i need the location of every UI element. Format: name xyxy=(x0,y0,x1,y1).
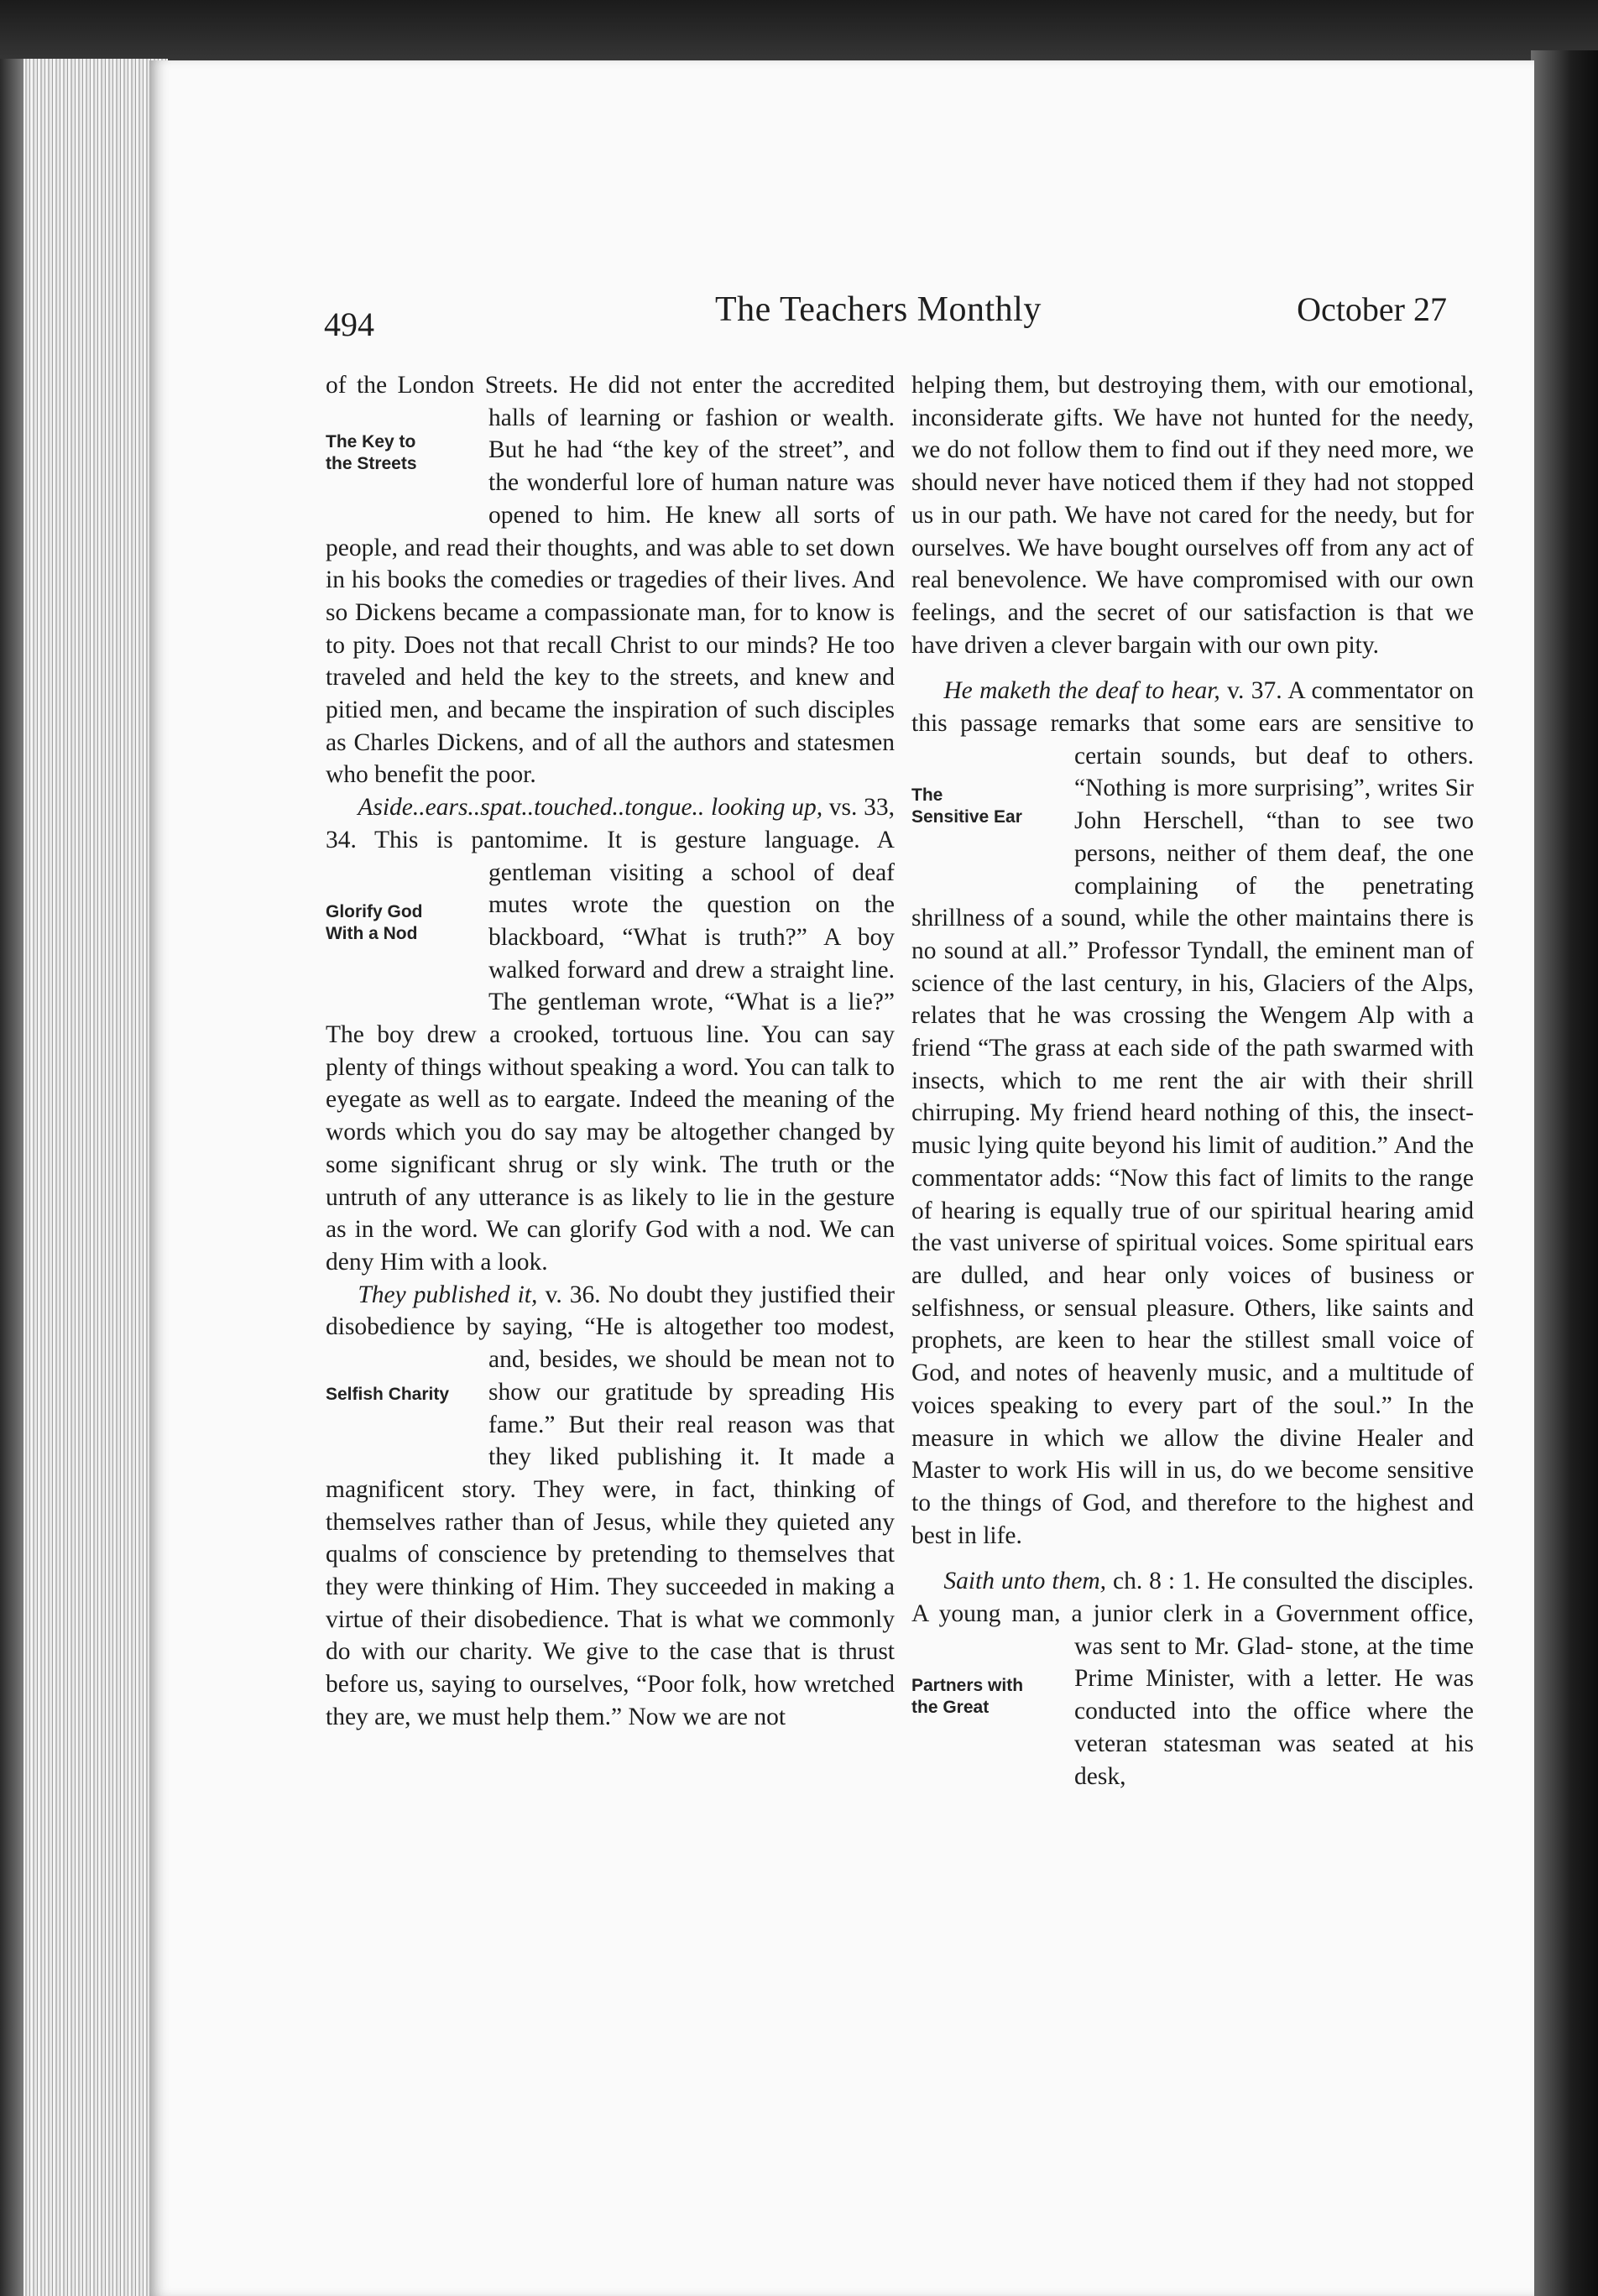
paragraph-text: of the London Streets. He did not enter the xyxy=(326,372,783,399)
right-column xyxy=(911,369,1474,1792)
paragraph-key-to-streets xyxy=(326,369,895,791)
book-page-edges xyxy=(0,59,168,2296)
paragraph-glorify-god xyxy=(326,791,895,1279)
paragraph-text: accredited halls of learning or fashion or wealth. But he had “the key of the street”, and the wonderful lore of human nature was opened to him. He knew all sorts of people, and read their thoughts, and was able to set down in his books the comedies or tragedies of their lives. And so Dickens became a compassionate man, for to know is to pity. Does not that recall Christ to our minds? He too traveled and held the key to the streets, and knew and pitied men, and became the inspiration of such disciples as Charles Dickens, and of all the authors and statesmen who benefit the poor. xyxy=(326,372,896,789)
verse-reference: They published it, xyxy=(358,1281,538,1308)
sidenote-partners-great: Partners with the Great xyxy=(911,1676,1024,1718)
verse-reference: Aside..ears..spat..touched..tongue.. looking up, xyxy=(358,794,823,822)
paragraph-text: ch. 8 : 1. He consulted the disciples. A young man, a junior clerk in a Government office, was sent to Mr. Glad- xyxy=(911,1568,1474,1660)
paragraph-continued: helping them, but destroying them, with our emotional, inconsiderate gifts. We have not hunted for the needy, we do not follow them to find out if they need more, we should never have noticed them if they had not stopped us in our path. We have not cared for the needy, but for ourselves. We have bought ourselves off from any act of real benevolence. We have compromised with our own feelings, and the secret of our satisfaction is that we have driven a clever bargain with our own pity. xyxy=(911,372,1474,659)
paragraph-text: v. 36. No doubt they justified their disobedience by saying, “He is altogether too modest, and, besides, we should xyxy=(326,1281,895,1374)
paragraph-text: school of deaf mutes wrote the question on the blackboard, “What is truth?” A boy walked forward and drew a straight line. The gentleman wrote, “What is a lie?” The boy drew a crooked, tortuous line. You can say plenty of things without speaking a word. You can talk to eyegate as well as to eargate. Indeed the meaning of the words which you do say may be altogether changed by some significant shrug or sly wink. The truth or the untruth of any utterance is as likely to lie in the gesture as in the word. We can glorify God with a nod. We can deny Him with a look. xyxy=(326,858,895,1276)
paragraph-text: be mean not to show our gratitude by spreading His fame.” But their real reason was that they liked publishing it. It made a magnificent story. They were, in fact, thinking of themselves rather than of Jesus, while they quieted any qualms of conscience by pretending to themselves that they were thinking of Him. They succeeded in making a virtue of their disobedience. That is what we commonly do with our charity. We give to the case that is thrust before us, saying to ourselves, “Poor folk, how wretched they are, we must help them.” Now we are not xyxy=(326,1346,896,1730)
book-right-shadow xyxy=(1531,50,1598,2296)
issue-date: October 27 xyxy=(1297,290,1447,328)
sidenote-selfish-charity: Selfish Charity xyxy=(326,1385,450,1405)
sidenote-sensitive-ear: The Sensitive Ear xyxy=(911,785,1022,827)
left-column xyxy=(326,369,895,1734)
paragraph-text: vs. 33, 34. This is pantomime. It is gesture language. A gentleman visiting a xyxy=(326,794,895,886)
paragraph-text: stone, at the time Prime Minister, with a letter. He was conducted into the office where the veteran statesman was seated at his desk, xyxy=(1074,1632,1475,1790)
paragraph-text: to others. “Nothing is more surprising”, writes Sir John Herschell, “than to see two persons, neither of them deaf, the one complaining of the penetrating shrillness of a sound, while the other maintains there is no sound at all.” Professor Tyndall, the eminent man of science of the last century, in his, Glaciers of the Alps, relates that he was crossing the Wengem Alp with a friend “The grass at each side of the path swarmed with insects, which to me rent the air with their shrill chirruping. My friend heard nothing of this, the insect-music lying quite beyond his limit of audition.” And the commentator adds: “Now this fact of limits to the range of hearing is equally true of our spiritual hearing amid the vast universe of spiritual voices. Some spiritual ears are dulled, and hear only voices of business or selfishness, or sensual pleasure. Others, like saints and prophets, are keen to hear the stillest small voice of God, and notes of heavenly music, and a multitude of voices speaking to every part of the soul.” In the measure in which we allow the divine Healer and Master to work His will in us, do we become sensitive to the things of God, and therefore to the highest and best in life. xyxy=(911,742,1474,1549)
running-header xyxy=(176,290,1486,348)
paragraph-sensitive-ear xyxy=(911,675,1474,1552)
verse-reference: He maketh the deaf to hear, xyxy=(943,677,1220,705)
sidenote-key-to-streets: The Key to the Streets xyxy=(326,431,417,473)
paragraph-text: v. 37. A commentator on this passage remarks that some ears are sensitive to certain sounds, but deaf xyxy=(911,677,1474,770)
page-number: 494 xyxy=(324,305,374,343)
paragraph-partners-great xyxy=(911,1565,1474,1792)
paragraph-selfish-charity xyxy=(326,1279,895,1734)
verse-reference: Saith unto them, xyxy=(943,1568,1107,1595)
running-title: The Teachers Monthly xyxy=(715,290,1042,329)
sidenote-glorify-god: Glorify God With a Nod xyxy=(326,902,423,944)
